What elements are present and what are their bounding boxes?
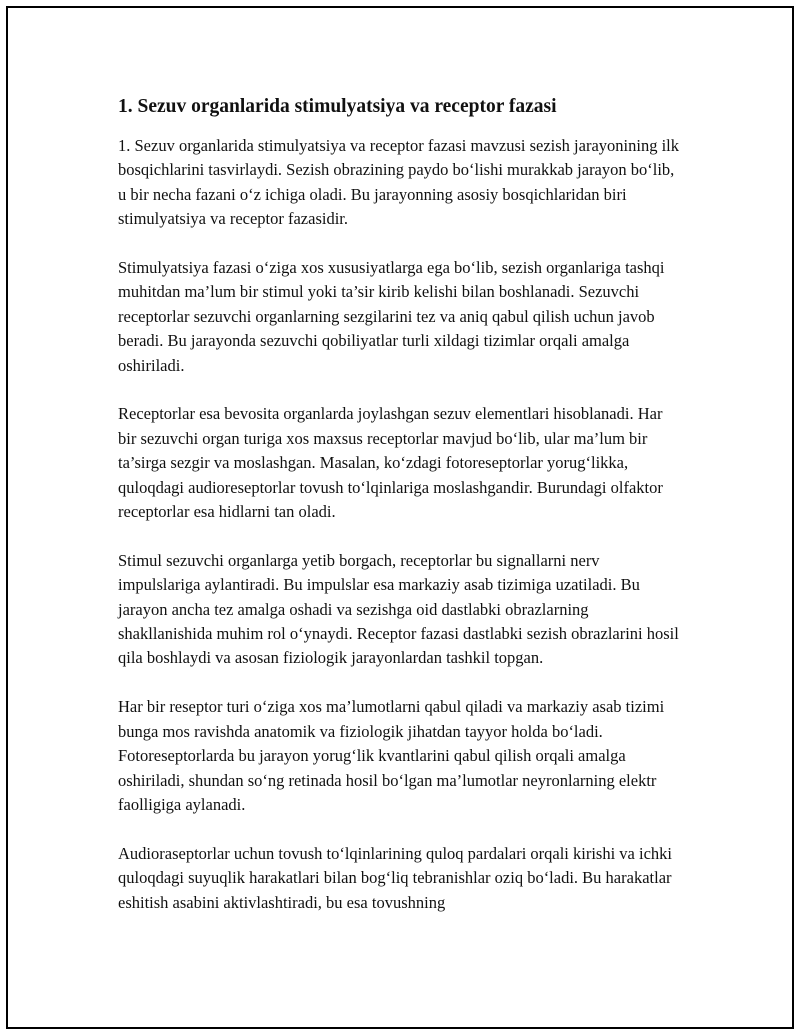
paragraph-5: Har bir reseptor turi o‘ziga xos ma’lumotlarni qabul qiladi va markaziy asab tizimi bunga mos ravishda anatomik va fiziologik jihatdan tayyor holda bo‘ladi. Fotoreseptorlarda bu jarayon yorug‘lik kvantlarini qabul qilish orqali amalga oshiriladi, shundan so‘ng retinada hosil bo‘lgan ma’lumotlar neyronlarning elektr faolligiga aylanadi. — [118, 697, 665, 814]
paragraph-3: Receptorlar esa bevosita organlarda joylashgan sezuv elementlari hisoblanadi. Har bir sezuvchi organ turiga xos maxsus receptorlar mavjud bo‘lib, ular ma’lum bir ta’sirga sezgir va moslashgan. Masalan, ko‘zdagi fotoreseptorlar yorug‘likka, quloqdagi audioreseptorlar tovush to‘lqinlariga moslashgandir. Burundagi olfaktor receptorlar esa hidlarni tan oladi. — [118, 404, 663, 522]
paragraph-4: Stimul sezuvchi organlarga yetib borgach, receptorlar bu signallarni nerv impulslariga aylantiradi. Bu impulslar esa markaziy asab tizimiga uzatiladi. Bu jarayon ancha tez amalga oshadi va sezishga oid dastlabki obrazlarning shakllanishida muhim rol o‘ynaydi. Receptor fazasi dastlabki sezish obrazlarini hosil qila boshlaydi va asosan fiziologik jarayonlardan tashkil topgan. — [118, 550, 679, 668]
paragraph-6: Audioraseptorlar uchun tovush to‘lqinlarining quloq pardalari orqali kirishi va ichki quloqdagi suyuqlik harakatlari bilan bog‘liq tebranishlar oziq bo‘ladi. Bu harakatlar eshitish asabini aktivlashtiradi, bu esa tovushning — [118, 843, 672, 912]
document-body — [118, 94, 684, 915]
paragraph-1: 1. Sezuv organlarida stimulyatsiya va receptor fazasi mavzusi sezish jarayonining ilk bosqichlarini tasvirlaydi. Sezish obrazining paydo bo‘lishi murakkab jarayon bo‘lib, u bir necha fazani o‘z ichiga oladi. Bu jarayonning asosiy bosqichlaridan biri stimulyatsiya va receptor fazasidir. — [118, 136, 679, 229]
paragraph-2: Stimulyatsiya fazasi o‘ziga xos xususiyatlarga ega bo‘lib, sezish organlariga tashqi muhitdan ma’lum bir stimul yoki ta’sir kirib kelishi bilan boshlanadi. Sezuvchi receptorlar sezuvchi organlarning sezgilarini tez va aniq qabul qilish uchun javob beradi. Bu jarayonda sezuvchi qobiliyatlar turli xildagi tizimlar orqali amalga oshiriladi. — [118, 258, 665, 375]
document-heading: 1. Sezuv organlarida stimulyatsiya va receptor fazasi — [118, 96, 557, 117]
